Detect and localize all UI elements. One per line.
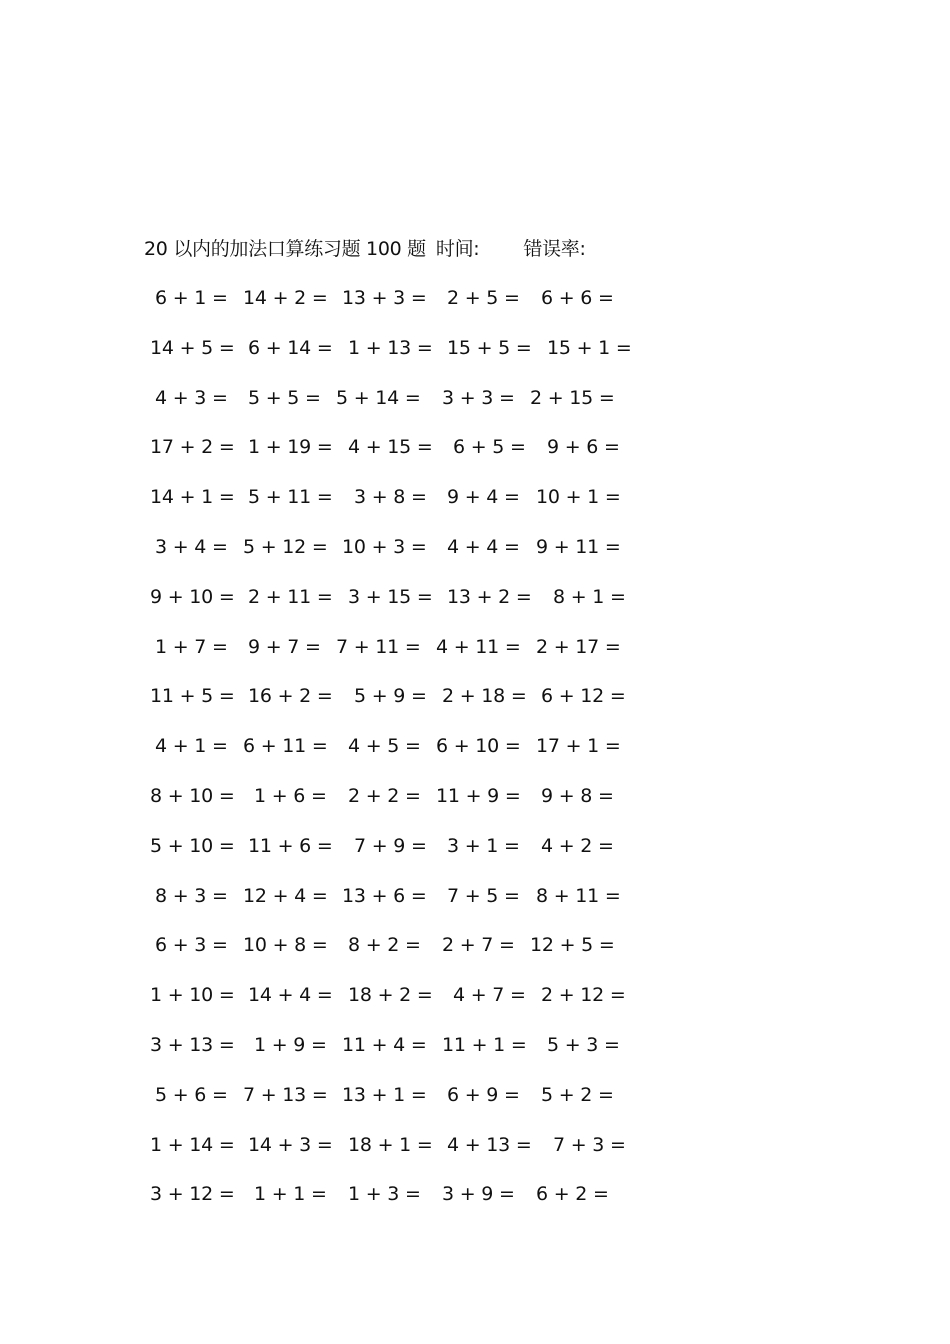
addition-problem: 6 + 1 = xyxy=(155,287,228,309)
addition-problem: 5 + 11 = xyxy=(248,486,333,509)
addition-problem: 5 + 3 = xyxy=(547,1034,620,1056)
addition-problem: 8 + 1 = xyxy=(553,585,626,608)
addition-problem: 12 + 4 = xyxy=(243,884,328,907)
addition-problem: 7 + 9 = xyxy=(354,834,427,857)
addition-problem: 7 + 13 = xyxy=(243,1083,328,1106)
addition-problem: 14 + 3 = xyxy=(248,1133,333,1156)
addition-problem: 1 + 13 = xyxy=(348,336,433,359)
addition-problem: 9 + 10 = xyxy=(150,585,235,608)
addition-problem: 8 + 2 = xyxy=(348,934,421,957)
addition-problem: 13 + 6 = xyxy=(342,884,427,907)
addition-problem: 5 + 9 = xyxy=(354,685,427,708)
addition-problem: 3 + 15 = xyxy=(348,585,433,608)
addition-problem: 12 + 5 = xyxy=(530,934,615,957)
addition-problem: 4 + 4 = xyxy=(447,536,520,558)
worksheet-title xyxy=(144,236,586,262)
addition-problem: 11 + 6 = xyxy=(248,834,333,857)
addition-problem: 1 + 14 = xyxy=(150,1133,235,1156)
addition-problem: 3 + 1 = xyxy=(447,834,520,857)
addition-problem: 8 + 3 = xyxy=(155,884,228,907)
addition-problem: 6 + 2 = xyxy=(536,1183,609,1206)
error-rate-label: 错误率: xyxy=(523,238,586,260)
addition-problem: 2 + 5 = xyxy=(447,287,520,309)
addition-problem: 7 + 5 = xyxy=(447,884,520,907)
addition-problem: 2 + 2 = xyxy=(348,785,421,807)
addition-problem: 2 + 15 = xyxy=(530,386,615,409)
addition-problem: 13 + 3 = xyxy=(342,287,427,309)
addition-problem: 17 + 1 = xyxy=(536,735,621,758)
addition-problem: 3 + 3 = xyxy=(442,386,515,409)
addition-problem: 2 + 12 = xyxy=(541,984,626,1007)
addition-problem: 11 + 4 = xyxy=(342,1034,427,1056)
addition-problem: 11 + 1 = xyxy=(442,1034,527,1056)
addition-problem: 6 + 14 = xyxy=(248,336,333,359)
addition-problem: 1 + 10 = xyxy=(150,984,235,1007)
addition-problem: 1 + 1 = xyxy=(254,1183,327,1206)
addition-problem: 5 + 14 = xyxy=(336,386,421,409)
addition-problem: 4 + 2 = xyxy=(541,834,614,857)
addition-problem: 6 + 9 = xyxy=(447,1083,520,1106)
addition-problem: 2 + 11 = xyxy=(248,585,333,608)
addition-problem: 13 + 2 = xyxy=(447,585,532,608)
time-label: 时间: xyxy=(435,238,480,260)
addition-problem: 6 + 3 = xyxy=(155,934,228,957)
addition-problem: 14 + 5 = xyxy=(150,336,235,359)
addition-problem: 1 + 9 = xyxy=(254,1034,327,1056)
addition-problem: 10 + 1 = xyxy=(536,486,621,509)
addition-problem: 2 + 7 = xyxy=(442,934,515,957)
addition-problem: 3 + 8 = xyxy=(354,486,427,509)
addition-problem: 17 + 2 = xyxy=(150,436,235,459)
addition-problem: 8 + 10 = xyxy=(150,785,235,807)
addition-problem: 9 + 11 = xyxy=(536,536,621,558)
addition-problem: 9 + 8 = xyxy=(541,785,614,807)
addition-problem: 9 + 4 = xyxy=(447,486,520,509)
addition-problem: 4 + 13 = xyxy=(447,1133,532,1156)
addition-problem: 9 + 7 = xyxy=(248,635,321,658)
addition-problem: 1 + 19 = xyxy=(248,436,333,459)
addition-problem: 14 + 2 = xyxy=(243,287,328,309)
addition-problem: 5 + 5 = xyxy=(248,386,321,409)
addition-problem: 6 + 10 = xyxy=(436,735,521,758)
addition-problem: 3 + 4 = xyxy=(155,536,228,558)
addition-problem: 4 + 5 = xyxy=(348,735,421,758)
addition-problem: 8 + 11 = xyxy=(536,884,621,907)
addition-problem: 10 + 8 = xyxy=(243,934,328,957)
addition-problem: 16 + 2 = xyxy=(248,685,333,708)
addition-problem: 11 + 9 = xyxy=(436,785,521,807)
addition-problem: 5 + 10 = xyxy=(150,834,235,857)
addition-problem: 4 + 7 = xyxy=(453,984,526,1007)
addition-problem: 18 + 1 = xyxy=(348,1133,433,1156)
addition-problem: 2 + 18 = xyxy=(442,685,527,708)
addition-problem: 15 + 1 = xyxy=(547,336,632,359)
addition-problem: 6 + 11 = xyxy=(243,735,328,758)
addition-problem: 1 + 3 = xyxy=(348,1183,421,1206)
addition-problem: 4 + 11 = xyxy=(436,635,521,658)
addition-problem: 18 + 2 = xyxy=(348,984,433,1007)
addition-problem: 4 + 3 = xyxy=(155,386,228,409)
addition-problem: 5 + 2 = xyxy=(541,1083,614,1106)
addition-problem: 6 + 5 = xyxy=(453,436,526,459)
addition-problem: 3 + 12 = xyxy=(150,1183,235,1206)
addition-problem: 11 + 5 = xyxy=(150,685,235,708)
title-main: 20 以内的加法口算练习题 100 题 xyxy=(144,238,426,260)
addition-problem: 5 + 12 = xyxy=(243,536,328,558)
addition-problem: 7 + 11 = xyxy=(336,635,421,658)
addition-problem: 3 + 13 = xyxy=(150,1034,235,1056)
addition-problem: 7 + 3 = xyxy=(553,1133,626,1156)
addition-problem: 4 + 1 = xyxy=(155,735,228,758)
addition-problem: 3 + 9 = xyxy=(442,1183,515,1206)
addition-problem: 9 + 6 = xyxy=(547,436,620,459)
addition-problem: 5 + 6 = xyxy=(155,1083,228,1106)
addition-problem: 14 + 1 = xyxy=(150,486,235,509)
addition-problem: 6 + 12 = xyxy=(541,685,626,708)
addition-problem: 13 + 1 = xyxy=(342,1083,427,1106)
addition-problem: 10 + 3 = xyxy=(342,536,427,558)
addition-problem: 14 + 4 = xyxy=(248,984,333,1007)
addition-problem: 6 + 6 = xyxy=(541,287,614,309)
addition-problem: 4 + 15 = xyxy=(348,436,433,459)
addition-problem: 1 + 6 = xyxy=(254,785,327,807)
addition-problem: 1 + 7 = xyxy=(155,635,228,658)
addition-problem: 2 + 17 = xyxy=(536,635,621,658)
addition-problem: 15 + 5 = xyxy=(447,336,532,359)
